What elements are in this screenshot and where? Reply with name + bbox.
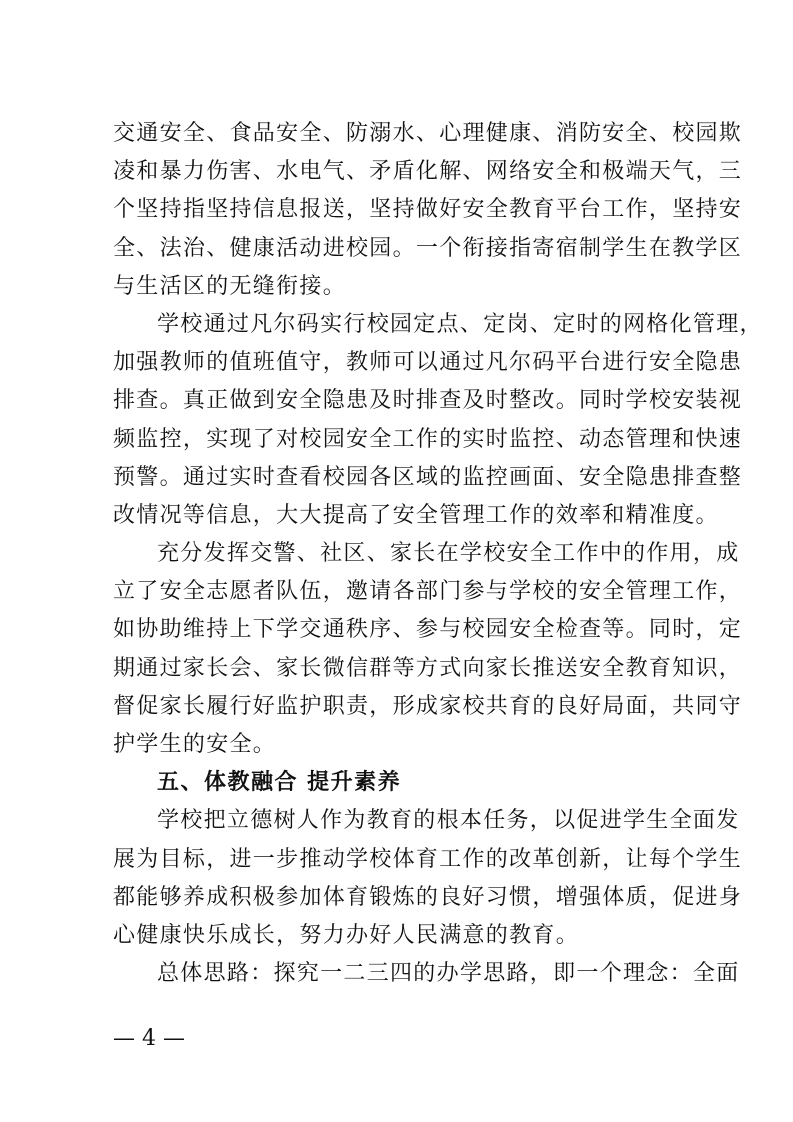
text-line: 学校通过凡尔码实行校园定点、定岗、定时的网格化管理， <box>157 311 763 337</box>
paragraph-overall-approach <box>113 955 740 993</box>
text-line: 都能够养成积极参加体育锻炼的良好习惯，增强体质，促进身 <box>113 884 743 910</box>
text-line: 全、法治、健康活动进校园。一个衔接指寄宿制学生在教学区 <box>113 235 743 261</box>
text-line: 充分发挥交警、社区、家长在学校安全工作中的作用，成 <box>157 541 740 567</box>
text-line: 加强教师的值班值守，教师可以通过凡尔码平台进行安全隐患 <box>113 350 743 376</box>
text-line: 期通过家长会、家长微信群等方式向家长推送安全教育知识， <box>113 655 743 681</box>
text-line: 频监控，实现了对校园安全工作的实时监控、动态管理和快速 <box>113 426 743 452</box>
text-line: 展为目标，进一步推动学校体育工作的改革创新，让每个学生 <box>113 846 743 872</box>
paragraph-sports-goal <box>113 802 743 955</box>
text-line: 交通安全、食品安全、防溺水、心理健康、消防安全、校园欺 <box>113 121 743 146</box>
text-line: 护学生的安全。 <box>113 732 277 757</box>
text-line: 预警。通过实时查看校园各区域的监控画面、安全隐患排查整 <box>113 464 743 490</box>
text-line: 个坚持指坚持信息报送，坚持做好安全教育平台工作，坚持安 <box>113 197 743 223</box>
text-line: 总体思路：探究一二三四的办学思路，即一个理念：全面 <box>157 961 740 987</box>
text-line: 心健康快乐成长，努力办好人民满意的教育。 <box>113 922 580 948</box>
text-line: 排查。真正做到安全隐患及时排查及时整改。同时学校安装视 <box>113 388 743 414</box>
text-line: 改情况等信息，大大提高了安全管理工作的效率和精准度。 <box>113 502 719 528</box>
section-heading: 五、体教融合 提升素养 <box>157 770 402 796</box>
text-line: 如协助维持上下学交通秩序、参与校园安全检查等。同时，定 <box>113 617 743 643</box>
text-line: 立了安全志愿者队伍，邀请各部门参与学校的安全管理工作， <box>113 579 743 605</box>
paragraph-grid-management <box>113 306 763 535</box>
text-line: 学校把立德树人作为教育的根本任务，以促进学生全面发 <box>157 808 740 834</box>
paragraph-safety-items <box>113 115 743 306</box>
page-number: — 4 — <box>113 1026 185 1051</box>
body-text <box>113 115 763 993</box>
text-line: 督促家长履行好监护职责，形成家校共育的良好局面，共同守 <box>113 693 743 719</box>
text-line: 与生活区的无缝衔接。 <box>113 273 347 299</box>
text-line: 凌和暴力伤害、水电气、矛盾化解、网络安全和极端天气，三 <box>113 159 743 185</box>
paragraph-volunteers <box>113 535 743 764</box>
